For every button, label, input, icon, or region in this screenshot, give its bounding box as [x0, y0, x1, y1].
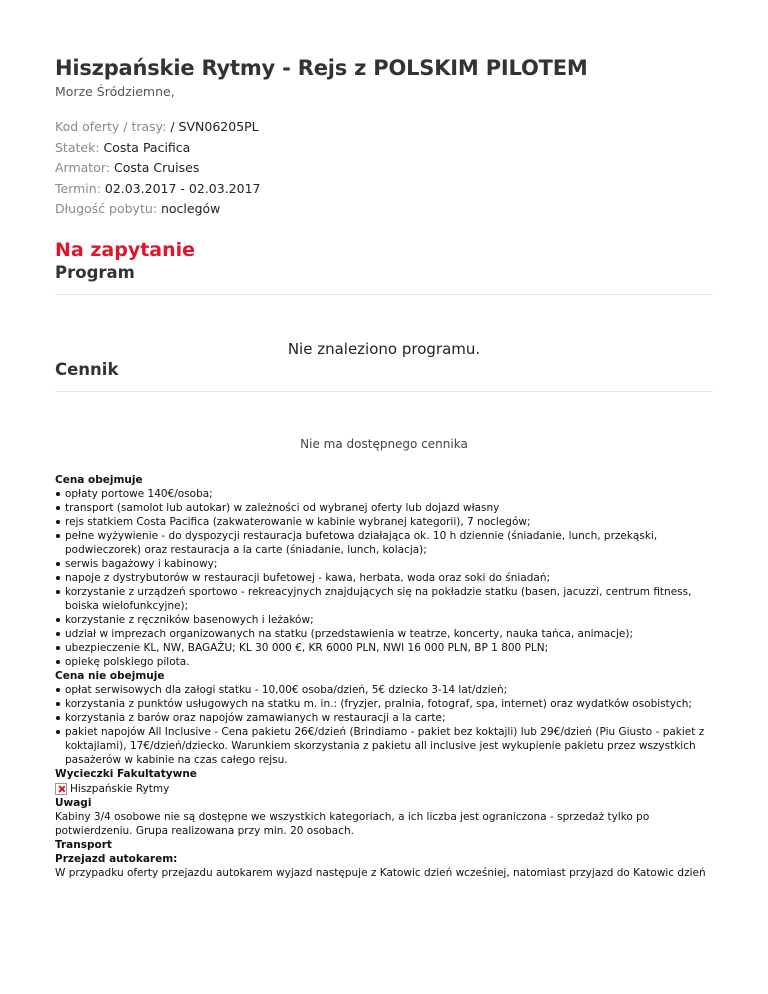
notes-heading: Uwagi — [55, 796, 92, 809]
program-notice: Nie znaleziono programu. — [287, 339, 481, 358]
list-item: pakiet napojów All Inclusive - Cena pakietu 26€/dzień (Brindiamo - pakiet bez koktajli) lub 29€/dzień (Piu Giusto - pakiet z koktajlami), 17€/dzień/dziecko. Warunkiem skorzystania z pakietu all inclusive jest wykupienie pakietu przez wszystkich pasażerów w kabinie na czas całego rejsu. — [55, 725, 713, 767]
info-row-duration — [55, 199, 713, 220]
program-heading: Program — [55, 262, 135, 282]
cennik-notice: Nie ma dostępnego cennika — [300, 436, 468, 451]
info-value: Costa Pacifica — [99, 139, 191, 155]
list-item: rejs statkiem Costa Pacifica (zakwaterowanie w kabinie wybranej kategorii), 7 noclegów; — [55, 515, 713, 529]
info-row-code — [55, 117, 713, 138]
offer-info — [55, 117, 713, 220]
list-item: opłat serwisowych dla załogi statku - 10,00€ osoba/dzień, 5€ dziecko 3-14 lat/dzień; — [55, 683, 713, 697]
excursion-image — [55, 782, 713, 796]
list-item: korzystania z punktów usługowych na statku m. in.: (fryzjer, pralnia, fotograf, spa, internet) oraz wydatków osobistych; — [55, 697, 713, 711]
list-item: transport (samolot lub autokar) w zależności od wybranej oferty lub dojazd własny — [55, 501, 713, 515]
info-label: Długość pobytu: — [55, 201, 157, 217]
includes-heading: Cena obejmuje — [55, 473, 143, 486]
list-item: opłaty portowe 140€/osoba; — [55, 487, 713, 501]
broken-image-icon — [55, 783, 67, 795]
list-item: korzystanie z ręczników basenowych i leżaków; — [55, 613, 713, 627]
info-value: noclegów — [157, 201, 221, 217]
cennik-divider — [55, 391, 713, 392]
excludes-heading: Cena nie obejmuje — [55, 669, 165, 682]
list-item: serwis bagażowy i kabinowy; — [55, 557, 713, 571]
info-value: Costa Cruises — [110, 160, 200, 176]
info-row-ship — [55, 138, 713, 159]
includes-list — [55, 487, 713, 669]
excursions-heading: Wycieczki Fakultatywne — [55, 767, 197, 780]
transport-text: W przypadku oferty przejazdu autokarem wyjazd następuje z Katowic dzień wcześniej, natomiast przyjazd do Katowic dzień — [55, 866, 706, 879]
excursion-image-alt: Hiszpańskie Rytmy — [70, 782, 170, 795]
transport-heading: Transport — [55, 838, 112, 851]
info-value: / SVN06205PL — [166, 119, 259, 134]
list-item: korzystanie z urządzeń sportowo - rekreacyjnych znajdujących się na pokładzie statku (basen, jacuzzi, centrum fitness, boiska wielofunkcyjne); — [55, 585, 713, 613]
list-item: udział w imprezach organizowanych na statku (przedstawienia w teatrze, koncerty, nauka tańca, animacje); — [55, 627, 713, 641]
price-label: Na zapytanie — [55, 238, 196, 261]
page-subtitle: Morze Śródziemne, — [55, 84, 175, 99]
list-item: opiekę polskiego pilota. — [55, 655, 713, 669]
program-divider — [55, 294, 713, 295]
cennik-heading: Cennik — [55, 359, 119, 379]
notes-text: Kabiny 3/4 osobowe nie są dostępne we wszystkich kategoriach, a ich liczba jest ograniczona - sprzedaż tylko po potwierdzeniu. Grupa realizowana przy min. 20 osobach. — [55, 810, 650, 837]
info-label: Termin: — [55, 180, 101, 196]
excludes-list — [55, 683, 713, 767]
info-row-date — [55, 179, 713, 200]
info-label: Kod oferty / trasy: — [55, 119, 167, 134]
info-value: 02.03.2017 - 02.03.2017 — [100, 180, 261, 196]
list-item: napoje z dystrybutorów w restauracji bufetowej - kawa, herbata, woda oraz soki do śniadań; — [55, 571, 713, 585]
offer-details — [55, 473, 713, 880]
info-label: Armator: — [55, 160, 110, 176]
list-item: ubezpieczenie KL, NW, BAGAŻU; KL 30 000 €, KR 6000 PLN, NWI 16 000 PLN, BP 1 800 PLN; — [55, 641, 713, 655]
info-row-operator — [55, 158, 713, 179]
info-label: Statek: — [55, 139, 100, 155]
page-title: Hiszpańskie Rytmy - Rejs z POLSKIM PILOTEM — [55, 56, 588, 80]
list-item: pełne wyżywienie - do dyspozycji restauracja bufetowa działająca ok. 10 h dziennie (śniadanie, lunch, przekąski, podwieczorek) oraz restauracja a la carte (śniadanie, lunch, kolacja); — [55, 529, 713, 557]
transport-subheading: Przejazd autokarem: — [55, 852, 178, 865]
list-item: korzystania z barów oraz napojów zamawianych w restauracji a la carte; — [55, 711, 713, 725]
